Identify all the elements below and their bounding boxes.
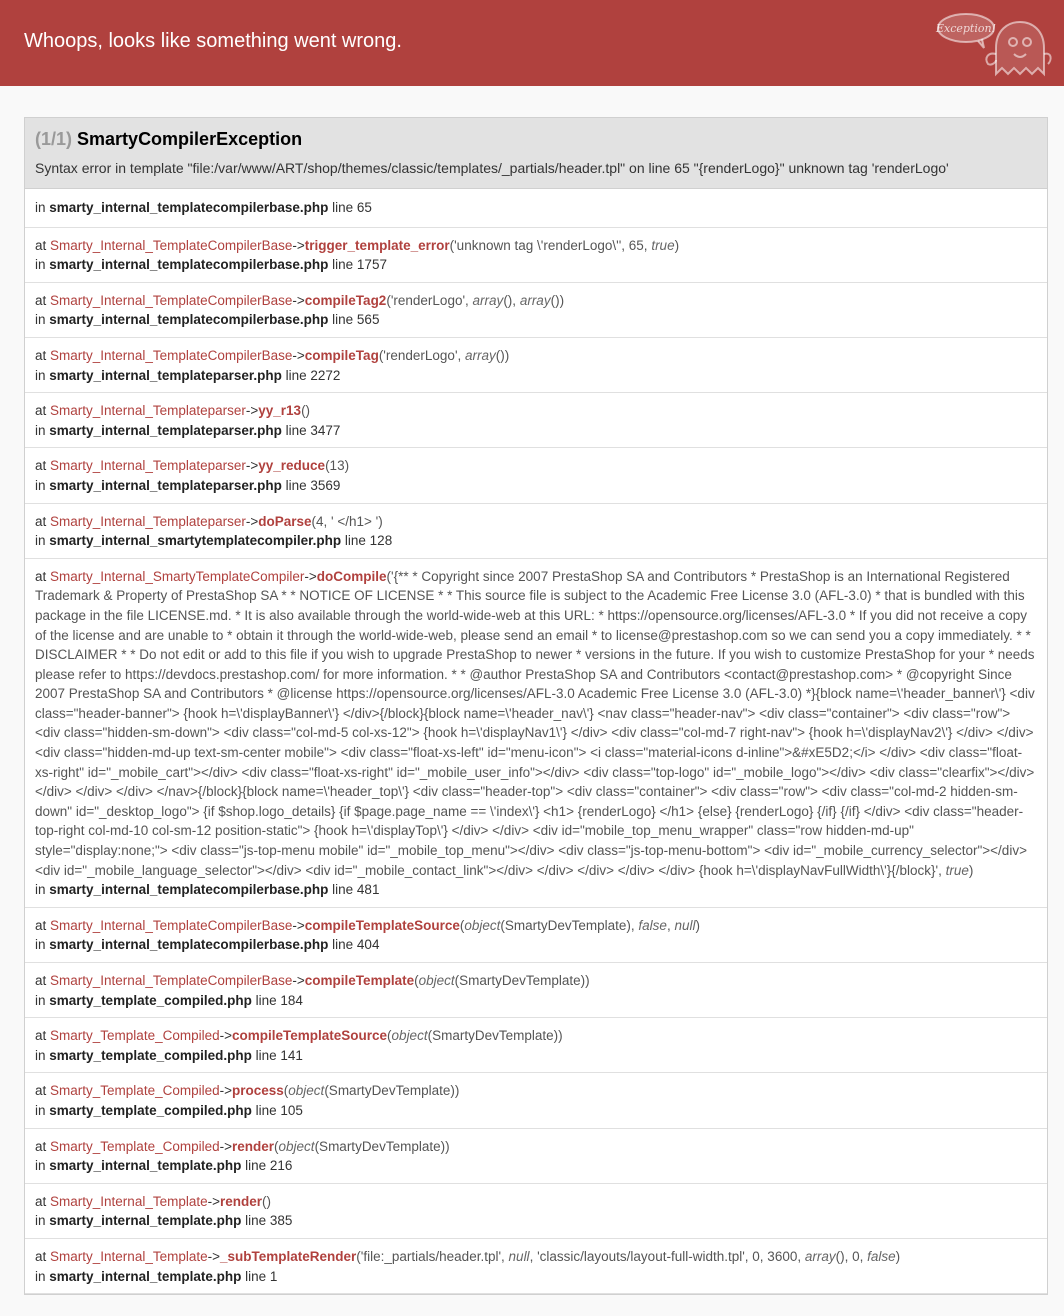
line-number: line 1	[245, 1268, 278, 1284]
in-label: in	[35, 882, 46, 898]
function-name: compileTemplateSource	[232, 1028, 388, 1044]
class-name: Smarty_Internal_TemplateCompilerBase	[50, 292, 293, 308]
call-arrow: ->	[292, 237, 305, 253]
exception-title	[35, 128, 1037, 150]
line-number: line 565	[332, 312, 380, 328]
function-name: yy_reduce	[258, 458, 326, 474]
in-label: in	[35, 200, 46, 215]
at-label: at	[35, 1193, 47, 1209]
call-arguments: (object(SmartyDevTemplate))	[283, 1083, 460, 1099]
class-name: Smarty_Internal_TemplateCompilerBase	[50, 237, 293, 253]
class-name: Smarty_Internal_Templateparser	[50, 458, 246, 474]
at-label: at	[35, 292, 47, 308]
class-name: Smarty_Internal_Template	[50, 1248, 208, 1264]
trace-origin	[25, 189, 1047, 228]
class-name: Smarty_Internal_Templateparser	[50, 513, 246, 529]
in-label: in	[35, 937, 46, 953]
exception-badge-text: Exception!	[935, 22, 997, 35]
file-name: smarty_internal_template.php	[49, 1158, 242, 1174]
function-name: process	[232, 1083, 284, 1099]
at-label: at	[35, 1083, 47, 1099]
trace-frame	[25, 338, 1047, 393]
trace-frame	[25, 283, 1047, 338]
stack-trace	[25, 189, 1047, 1294]
file-name: smarty_template_compiled.php	[49, 1102, 252, 1118]
class-name: Smarty_Internal_Templateparser	[50, 403, 246, 419]
at-label: at	[35, 237, 47, 253]
in-label: in	[35, 1268, 46, 1284]
in-label: in	[35, 1158, 46, 1174]
in-label: in	[35, 992, 46, 1008]
call-arguments: (object(SmartyDevTemplate), false, null)	[459, 917, 700, 933]
error-header	[0, 0, 1064, 86]
in-label: in	[35, 257, 46, 273]
call-arrow: ->	[219, 1028, 232, 1044]
file-name: smarty_internal_templateparser.php	[49, 367, 282, 383]
line-number: line 65	[332, 200, 372, 215]
function-name: render	[232, 1138, 275, 1154]
call-arrow: ->	[304, 568, 317, 584]
class-name: Smarty_Template_Compiled	[50, 1138, 220, 1154]
file-name: smarty_template_compiled.php	[49, 992, 252, 1008]
in-label: in	[35, 533, 46, 549]
trace-frame	[25, 908, 1047, 963]
file-name: smarty_internal_smartytemplatecompiler.php	[49, 533, 342, 549]
class-name: Smarty_Internal_TemplateCompilerBase	[50, 973, 293, 988]
call-arrow: ->	[245, 513, 259, 529]
line-number: line 141	[255, 1047, 303, 1063]
function-name: render	[220, 1193, 263, 1209]
call-arrow: ->	[245, 458, 259, 474]
at-label: at	[35, 973, 47, 988]
at-label: at	[35, 403, 47, 419]
at-label: at	[35, 458, 47, 474]
trace-frame	[25, 1184, 1047, 1239]
in-label: in	[35, 1047, 46, 1063]
at-label: at	[35, 513, 47, 529]
at-label: at	[35, 568, 47, 584]
call-arrow: ->	[207, 1248, 220, 1264]
line-number: line 216	[245, 1158, 293, 1174]
call-arrow: ->	[292, 292, 305, 308]
function-name: compileTemplate	[304, 973, 415, 988]
in-label: in	[35, 422, 46, 438]
exception-message: Syntax error in template "file:/var/www/ART/shop/themes/classic/templates/_partials/header.tpl" on line 65 "{renderLogo}" unknown tag 'renderLogo'	[35, 160, 949, 176]
trace-frame	[25, 228, 1047, 283]
call-arguments: ()	[301, 403, 311, 419]
file-name: smarty_internal_template.php	[49, 1213, 242, 1229]
line-number: line 184	[255, 992, 303, 1008]
line-number: line 385	[245, 1213, 293, 1229]
line-number: line 481	[332, 882, 380, 898]
trace-frame	[25, 393, 1047, 448]
call-arguments: ('renderLogo', array())	[378, 347, 510, 363]
function-name: trigger_template_error	[304, 237, 450, 253]
in-label: in	[35, 477, 46, 493]
class-name: Smarty_Template_Compiled	[50, 1028, 220, 1044]
class-name: Smarty_Internal_TemplateCompilerBase	[50, 917, 293, 933]
call-arrow: ->	[292, 917, 305, 933]
function-name: _subTemplateRender	[220, 1248, 357, 1264]
content	[0, 86, 1064, 1295]
trace-frame	[25, 1239, 1047, 1294]
call-arrow: ->	[207, 1193, 220, 1209]
file-name: smarty_internal_templateparser.php	[49, 422, 282, 438]
call-arguments: (object(SmartyDevTemplate))	[274, 1138, 450, 1154]
line-number: line 3569	[285, 477, 341, 493]
call-arguments: ('unknown tag \'renderLogo\'', 65, true)	[449, 237, 680, 253]
file-name: smarty_internal_templatecompilerbase.php	[49, 200, 329, 215]
file-name: smarty_internal_templatecompilerbase.php	[49, 937, 329, 953]
file-name: smarty_internal_templatecompilerbase.php	[49, 882, 329, 898]
trace-frame	[25, 504, 1047, 559]
in-label: in	[35, 367, 46, 383]
file-name: smarty_internal_templatecompilerbase.php	[49, 257, 329, 273]
file-name: smarty_internal_templateparser.php	[49, 477, 282, 493]
call-arrow: ->	[292, 973, 305, 988]
function-name: compileTag	[304, 347, 379, 363]
exception-ghost-icon	[934, 8, 1052, 78]
trace-frame	[25, 963, 1047, 1018]
call-arrow: ->	[245, 403, 259, 419]
exception-class-name: SmartyCompilerException	[77, 129, 303, 149]
call-arguments: (4, ' </h1> ')	[311, 513, 383, 529]
call-arguments: ('{** * Copyright since 2007 PrestaShop SA and Contributors * PrestaShop is an International Registered Trademark & Property of PrestaShop SA * * NOTICE OF LICENSE * * This source file is subject to the Academic Free License 3.0 (AFL-3.0) * that is bundled with this package in the file LICENSE.md. * It is also available through the world-wide-web at this URL: * https://opensource.org/licenses/AFL-3.0 * If you did not receive a copy of the license and are unable to * obtain it through the world-wide-web, please send an email * to license@prestashop.com so we can send you a copy immediately. * * DISCLAIMER * * Do not edit or add to this file if you wish to upgrade PrestaShop to newer * versions in the future. If you wish to customize PrestaShop for your * needs please refer to https://devdocs.prestashop.com/ for more information. * * @author PrestaShop SA and Contributors <contact@prestashop.com> * @copyright Since 2007 PrestaShop SA and Contributors * @license https://opensource.org/licenses/AFL-3.0 Academic Free License 3.0 (AFL-3.0) *}{block name=\'header_banner\'} <div class="header-banner"> {hook h=\'displayBanner\'} </div>{/block}{block name=\'header_nav\'} <nav class="header-nav"> <div class="container"> <div class="row"> <div class="hidden-sm-down"> <div class="col-md-5 col-xs-12"> {hook h=\'displayNav1\'} </div> <div class="col-md-7 right-nav"> {hook h=\'displayNav2\'} </div> </div> <div class="hidden-md-up text-sm-center mobile"> <div class="float-xs-left" id="menu-icon"> <i class="material-icons d-inline">&#xE5D2;</i> </div> <div class="float-xs-right" id="_mobile_cart"></div> <div class="float-xs-right" id="_mobile_user_info"></div> <div class="top-logo" id="_mobile_logo"></div> <div class="clearfix"></div> </div> </div> </div> </nav>{/block}{block name=\'header_top\'} <div class="header-top"> <div class="container"> <div class="row"> <div class="col-md-2 hidden-sm-down" id="_desktop_logo"> {if $shop.logo_details} {if $page.page_name == \'index\'} <h1> {renderLogo} </h1> {else} {renderLogo} {/if} {/if} </div> <div class="header-top-right col-md-10 col-sm-12 position-static"> {hook h=\'displayTop\'} </div> </div> <div id="mobile_top_menu_wrapper" class="row hidden-md-up" style="display:none;"> <div class="js-top-menu mobile" id="_mobile_top_menu"></div> <div class="js-top-menu-bottom"> <div id="_mobile_currency_selector"></div> <div id="_mobile_language_selector"></div> <div id="_mobile_contact_link"></div> </div> </div> </div> </div> {hook h=\'displayNavFullWidth\'}{/block}', true)	[35, 568, 1035, 878]
line-number: line 404	[332, 937, 380, 953]
trace-frame	[25, 1073, 1047, 1128]
call-arguments: (object(SmartyDevTemplate))	[414, 973, 590, 988]
call-arguments: (13)	[325, 458, 350, 474]
page-title: Whoops, looks like something went wrong.	[24, 30, 402, 52]
class-name: Smarty_Template_Compiled	[50, 1083, 220, 1099]
class-name: Smarty_Internal_TemplateCompilerBase	[50, 347, 293, 363]
file-name: smarty_internal_template.php	[49, 1268, 242, 1284]
exception-count: (1/1)	[35, 129, 73, 149]
class-name: Smarty_Internal_Template	[50, 1193, 208, 1209]
at-label: at	[35, 917, 47, 933]
class-name: Smarty_Internal_SmartyTemplateCompiler	[50, 568, 305, 584]
line-number: line 3477	[285, 422, 341, 438]
trace-frame	[25, 1018, 1047, 1073]
at-label: at	[35, 1248, 47, 1264]
in-label: in	[35, 1213, 46, 1229]
file-name: smarty_template_compiled.php	[49, 1047, 252, 1063]
function-name: doCompile	[316, 568, 387, 584]
trace-frame	[25, 1129, 1047, 1184]
trace-frame	[25, 559, 1047, 908]
file-name: smarty_internal_templatecompilerbase.php	[49, 312, 329, 328]
in-label: in	[35, 312, 46, 328]
call-arguments: ('file:_partials/header.tpl', null, 'classic/layouts/layout-full-width.tpl', 0, 3600, array(), 0, false)	[356, 1248, 901, 1264]
line-number: line 1757	[332, 257, 387, 273]
call-arguments: ('renderLogo', array(), array())	[386, 292, 565, 308]
call-arrow: ->	[292, 347, 305, 363]
line-number: line 128	[344, 533, 393, 549]
function-name: yy_r13	[258, 403, 302, 419]
in-label: in	[35, 1102, 46, 1118]
line-number: line 105	[255, 1102, 303, 1118]
at-label: at	[35, 1138, 47, 1154]
exception-block	[24, 117, 1048, 1295]
at-label: at	[35, 1028, 47, 1044]
call-arrow: ->	[219, 1138, 232, 1154]
function-name: compileTag2	[304, 292, 387, 308]
line-number: line 2272	[285, 367, 341, 383]
function-name: compileTemplateSource	[304, 917, 460, 933]
call-arguments: ()	[262, 1193, 272, 1209]
call-arrow: ->	[219, 1083, 232, 1099]
function-name: doParse	[258, 513, 312, 529]
trace-frame	[25, 448, 1047, 503]
at-label: at	[35, 347, 47, 363]
call-arguments: (object(SmartyDevTemplate))	[387, 1028, 563, 1044]
exception-header	[25, 118, 1047, 189]
